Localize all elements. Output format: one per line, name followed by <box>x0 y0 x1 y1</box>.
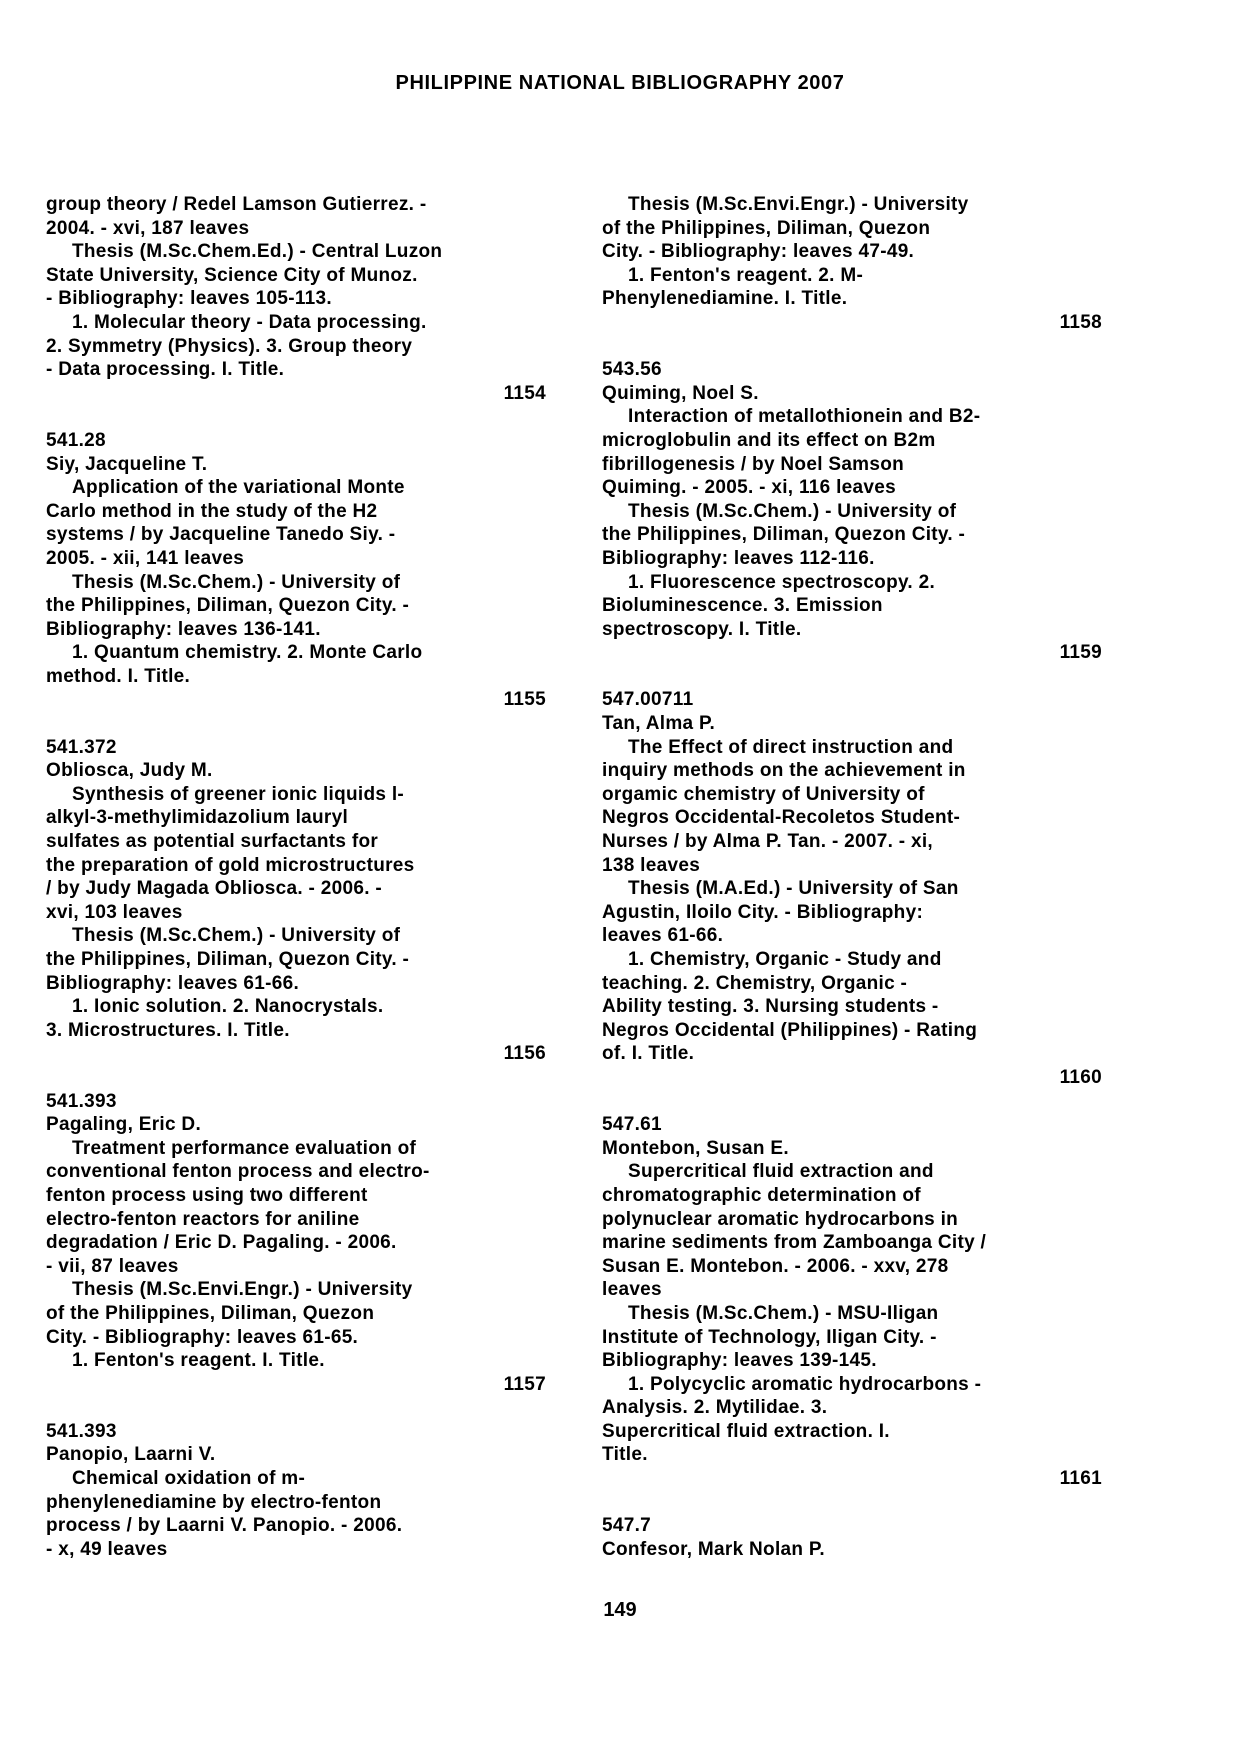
entry-line: spectroscopy. I. Title. <box>602 618 802 640</box>
entry-line: Carlo method in the study of the H2 <box>46 500 378 522</box>
entry-line: 3. Microstructures. I. Title. <box>46 1019 290 1041</box>
entry-number: 1156 <box>503 1043 546 1065</box>
entry-line: Application of the variational Monte <box>72 477 405 499</box>
entry-line: Thesis (M.Sc.Envi.Engr.) - University <box>72 1279 413 1301</box>
entry-line: leaves 61-66. <box>602 925 724 947</box>
entry-line: 138 leaves <box>602 854 701 876</box>
entry-line: sulfates as potential surfactants for <box>46 831 379 853</box>
entry-line: leaves <box>602 1279 662 1301</box>
entry-spacer <box>602 665 1102 689</box>
entry-line: Ability testing. 3. Nursing students - <box>602 996 939 1018</box>
entry-line: Siy, Jacqueline T. <box>46 453 208 475</box>
entry-line: - Bibliography: leaves 105-113. <box>46 288 332 310</box>
entry-number: 1155 <box>503 689 546 711</box>
entry-line: inquiry methods on the achievement in <box>602 760 966 782</box>
entry-line: 541.372 <box>46 736 117 758</box>
entry-number: 1159 <box>1059 642 1102 664</box>
entry-line: Bibliography: leaves 136-141. <box>46 618 321 640</box>
entry-line: 1. Quantum chemistry. 2. Monte Carlo <box>72 642 423 664</box>
entry-line: Institute of Technology, Iligan City. - <box>602 1326 937 1348</box>
entry-line: 1. Chemistry, Organic - Study and <box>628 949 942 970</box>
entry-line: 543.56 <box>602 359 662 381</box>
entry-line: method. I. Title. <box>46 665 191 687</box>
entry-line: of. I. Title. <box>602 1043 695 1065</box>
entry-line: Title. <box>602 1444 648 1466</box>
entry-line: 2005. - xii, 141 leaves <box>46 547 245 569</box>
entry-line: Negros Occidental (Philippines) - Rating <box>602 1019 978 1041</box>
entry-line: 1. Fluorescence spectroscopy. 2. <box>628 571 936 593</box>
entry-number: 1161 <box>1059 1468 1102 1490</box>
entry-line: Obliosca, Judy M. <box>46 760 213 782</box>
entry-line: City. - Bibliography: leaves 47-49. <box>602 241 915 263</box>
entry-line: 541.393 <box>46 1420 117 1442</box>
entry-line: Negros Occidental-Recoletos Student- <box>602 807 961 829</box>
entry-spacer <box>602 1491 1102 1515</box>
entry-line: the Philippines, Diliman, Quezon City. - <box>46 949 410 970</box>
entry-line: the Philippines, Diliman, Quezon City. - <box>46 595 410 617</box>
entry-spacer <box>46 1396 546 1420</box>
entry-number: 1157 <box>503 1373 546 1395</box>
left-column <box>46 193 546 1561</box>
entry-spacer <box>46 712 546 736</box>
entry-spacer <box>602 335 1102 359</box>
entry-line: City. - Bibliography: leaves 61-65. <box>46 1326 359 1348</box>
entry-line: 2. Symmetry (Physics). 3. Group theory <box>46 335 413 357</box>
entry-line: Panopio, Laarni V. <box>46 1444 216 1466</box>
entry-line: Supercritical fluid extraction and <box>628 1161 934 1183</box>
entry-line: Agustin, Iloilo City. - Bibliography: <box>602 901 924 923</box>
entry-line: orgamic chemistry of University of <box>602 783 925 805</box>
entry-line: Quiming. - 2005. - xi, 116 leaves <box>602 477 896 499</box>
entry-line: Nurses / by Alma P. Tan. - 2007. - xi, <box>602 831 934 853</box>
entry-line: Bibliography: leaves 139-145. <box>602 1350 877 1372</box>
entry-line: the Philippines, Diliman, Quezon City. - <box>602 524 966 546</box>
entry-line: electro-fenton reactors for aniline <box>46 1208 360 1230</box>
entry-number: 1160 <box>1059 1066 1102 1088</box>
entry-line: Thesis (M.A.Ed.) - University of San <box>628 878 959 900</box>
entry-line: 1. Fenton's reagent. I. Title. <box>72 1350 325 1372</box>
page-number: 149 <box>603 1599 637 1621</box>
entry-line: xvi, 103 leaves <box>46 901 183 923</box>
entry-line: marine sediments from Zamboanga City / <box>602 1232 987 1254</box>
entry-line: 547.00711 <box>602 689 694 711</box>
entry-spacer <box>46 405 546 429</box>
entry-line: polynuclear aromatic hydrocarbons in <box>602 1208 959 1230</box>
entry-line: / by Judy Magada Obliosca. - 2006. - <box>46 878 383 900</box>
entry-line: Thesis (M.Sc.Chem.) - MSU-Iligan <box>628 1302 939 1324</box>
entry-line: fenton process using two different <box>46 1184 368 1206</box>
entry-line: the preparation of gold microstructures <box>46 854 415 876</box>
entry-line: - vii, 87 leaves <box>46 1255 179 1277</box>
entry-line: 541.28 <box>46 429 106 451</box>
entry-line: alkyl-3-methylimidazolium lauryl <box>46 807 349 829</box>
entry-line: phenylenediamine by electro-fenton <box>46 1491 382 1513</box>
entry-line: 2004. - xvi, 187 leaves <box>46 217 250 239</box>
entry-line: Analysis. 2. Mytilidae. 3. <box>602 1397 828 1419</box>
entry-line: - x, 49 leaves <box>46 1538 168 1560</box>
entry-line: Supercritical fluid extraction. I. <box>602 1420 890 1442</box>
entry-line: Chemical oxidation of m- <box>72 1468 306 1490</box>
entry-line: group theory / Redel Lamson Gutierrez. - <box>46 194 427 215</box>
entry-spacer <box>46 1066 546 1090</box>
entry-line: of the Philippines, Diliman, Quezon <box>602 217 931 239</box>
entry-line: process / by Laarni V. Panopio. - 2006. <box>46 1515 403 1537</box>
entry-line: Bibliography: leaves 61-66. <box>46 972 300 994</box>
entry-line: 541.393 <box>46 1090 117 1112</box>
entry-line: Bibliography: leaves 112-116. <box>602 547 875 569</box>
entry-line: microglobulin and its effect on B2m <box>602 429 936 451</box>
entry-line: State University, Science City of Munoz. <box>46 264 418 286</box>
entry-line: of the Philippines, Diliman, Quezon <box>46 1302 375 1324</box>
entry-line: Phenylenediamine. I. Title. <box>602 288 848 310</box>
entry-line: Pagaling, Eric D. <box>46 1114 202 1136</box>
entry-line: 1. Fenton's reagent. 2. M- <box>628 264 864 286</box>
entry-line: 1. Ionic solution. 2. Nanocrystals. <box>72 996 384 1018</box>
entry-line: Interaction of metallothionein and B2- <box>628 406 981 428</box>
entry-line: Quiming, Noel S. <box>602 382 759 404</box>
page-header: PHILIPPINE NATIONAL BIBLIOGRAPHY 2007 <box>395 72 845 94</box>
entry-line: Confesor, Mark Nolan P. <box>602 1538 825 1560</box>
entry-line: Thesis (M.Sc.Chem.) - University of <box>72 571 401 593</box>
entry-line: Thesis (M.Sc.Chem.Ed.) - Central Luzon <box>72 241 443 263</box>
entry-line: chromatographic determination of <box>602 1184 921 1206</box>
entry-line: 1. Polycyclic aromatic hydrocarbons - <box>628 1373 982 1395</box>
entry-line: Tan, Alma P. <box>602 713 716 735</box>
entry-line: fibrillogenesis / by Noel Samson <box>602 453 905 475</box>
entry-line: 1. Molecular theory - Data processing. <box>72 311 427 333</box>
entry-line: Synthesis of greener ionic liquids l- <box>72 783 405 805</box>
entry-number: 1158 <box>1059 311 1102 333</box>
entry-number: 1154 <box>503 382 546 404</box>
entry-line: degradation / Eric D. Pagaling. - 2006. <box>46 1232 397 1254</box>
entry-line: Montebon, Susan E. <box>602 1137 789 1159</box>
entry-line: Thesis (M.Sc.Chem.) - University of <box>628 500 957 522</box>
entry-line: teaching. 2. Chemistry, Organic - <box>602 972 908 994</box>
entry-spacer <box>602 1090 1102 1114</box>
entry-line: Treatment performance evaluation of <box>72 1137 417 1159</box>
right-column <box>602 193 1102 1561</box>
entry-line: conventional fenton process and electro- <box>46 1161 430 1183</box>
entry-line: Thesis (M.Sc.Chem.) - University of <box>72 925 401 947</box>
entry-line: Susan E. Montebon. - 2006. - xxv, 278 <box>602 1255 949 1277</box>
entry-line: The Effect of direct instruction and <box>628 736 954 758</box>
entry-line: Bioluminescence. 3. Emission <box>602 595 883 617</box>
entry-line: 547.61 <box>602 1114 662 1136</box>
entry-line: 547.7 <box>602 1515 652 1537</box>
entry-line: Thesis (M.Sc.Envi.Engr.) - University <box>628 194 969 215</box>
entry-line: systems / by Jacqueline Tanedo Siy. - <box>46 524 396 546</box>
entry-line: - Data processing. I. Title. <box>46 359 285 381</box>
